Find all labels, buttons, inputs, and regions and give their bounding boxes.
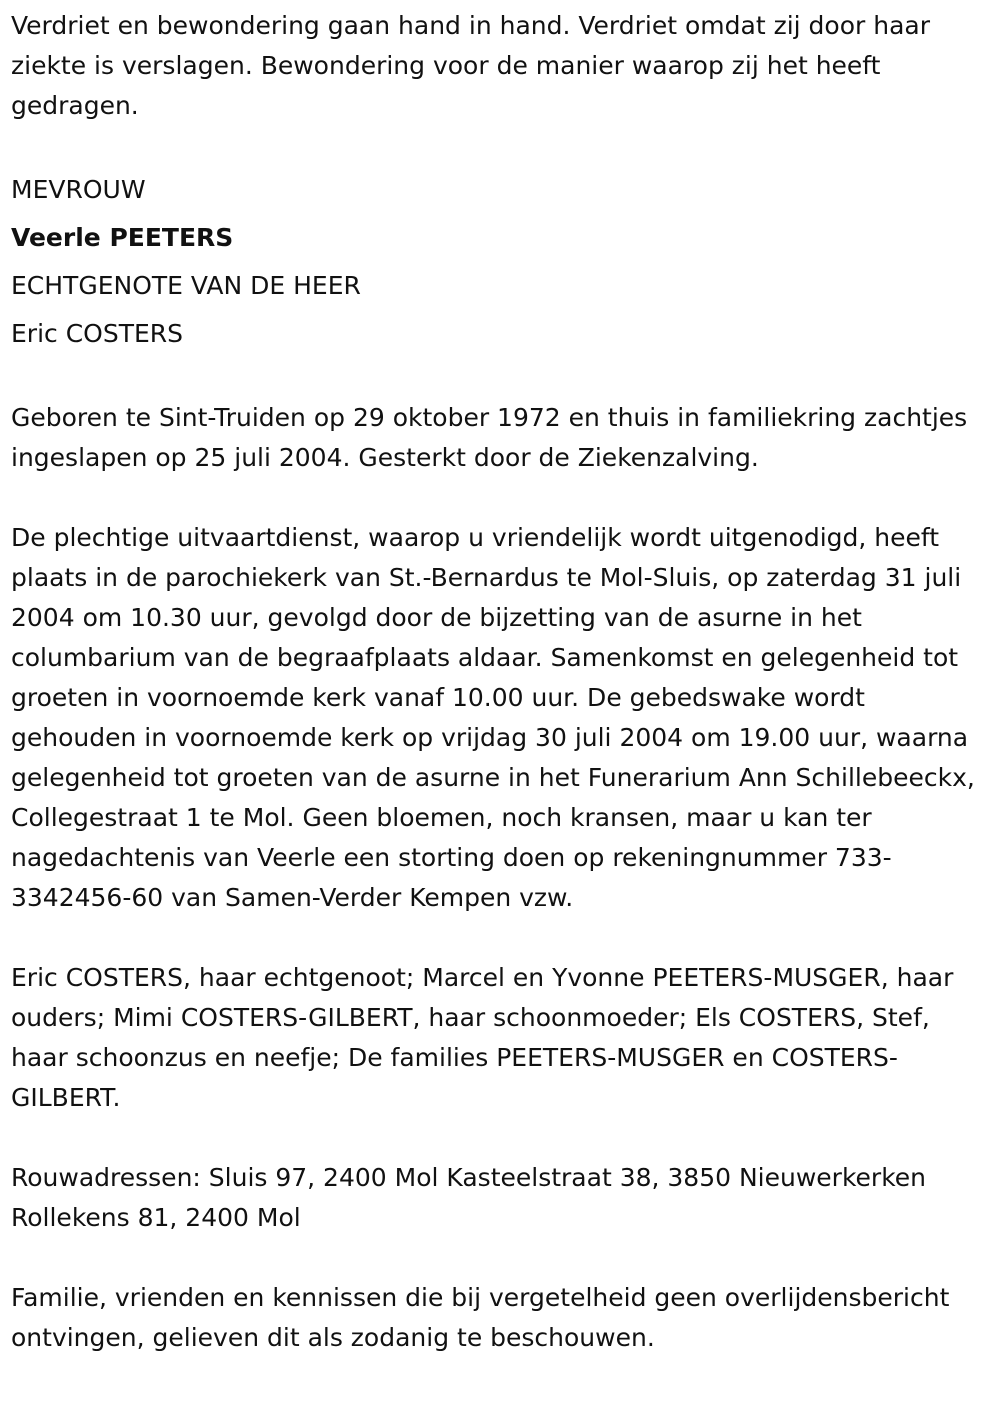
spouse-name: Eric COSTERS xyxy=(11,319,184,348)
addresses-paragraph: Rouwadressen: Sluis 97, 2400 Mol Kasteelstraat 38, 3850 Nieuwerkerken Rollekens 81, 2400 Mol xyxy=(11,1163,927,1232)
spacer xyxy=(11,918,989,958)
birth-paragraph: Geboren te Sint-Truiden op 29 oktober 1972 en thuis in familiekring zachtjes ingeslapen op 25 juli 2004. Gesterkt door de Ziekenzalving. xyxy=(11,403,968,472)
spacer xyxy=(11,1118,989,1158)
spacer xyxy=(11,126,989,166)
spacer xyxy=(11,358,989,398)
deceased-title-block xyxy=(11,166,989,358)
intro-paragraph: Verdriet en bewondering gaan hand in hand. Verdriet omdat zij door haar ziekte is verslagen. Bewondering voor de manier waarop zij het heeft gedragen. xyxy=(11,11,930,120)
salutation: MEVROUW xyxy=(11,175,146,204)
spacer xyxy=(11,1238,989,1278)
funeral-paragraph: De plechtige uitvaartdienst, waarop u vriendelijk wordt uitgenodigd, heeft plaats in de parochiekerk van St.-Bernardus te Mol-Sluis, op zaterdag 31 juli 2004 om 10.30 uur, gevolgd door de bijzetting van de asurne in het columbarium van de begraafplaats aldaar. Samenkomst en gelegenheid tot groeten in voornoemde kerk vanaf 10.00 uur. De gebedswake wordt gehouden in voornoemde kerk op vrijdag 30 juli 2004 om 19.00 uur, waarna gelegenheid tot groeten van de asurne in het Funerarium Ann Schillebeeckx, Collegestraat 1 te Mol. Geen bloemen, noch kransen, maar u kan ter nagedachtenis van Veerle een storting doen op rekeningnummer 733-3342456-60 van Samen-Verder Kempen vzw. xyxy=(11,523,975,912)
family-paragraph: Eric COSTERS, haar echtgenoot; Marcel en Yvonne PEETERS-MUSGER, haar ouders; Mimi COSTERS-GILBERT, haar schoonmoeder; Els COSTERS, Stef, haar schoonzus en neefje; De families PEETERS-MUSGER en COSTERS-GILBERT. xyxy=(11,963,954,1112)
relation-label: ECHTGENOTE VAN DE HEER xyxy=(11,271,361,300)
spacer xyxy=(11,478,989,518)
closing-paragraph: Familie, vrienden en kennissen die bij vergetelheid geen overlijdensbericht ontvingen, gelieven dit als zodanig te beschouwen. xyxy=(11,1283,950,1352)
deceased-name: Veerle PEETERS xyxy=(11,223,234,252)
